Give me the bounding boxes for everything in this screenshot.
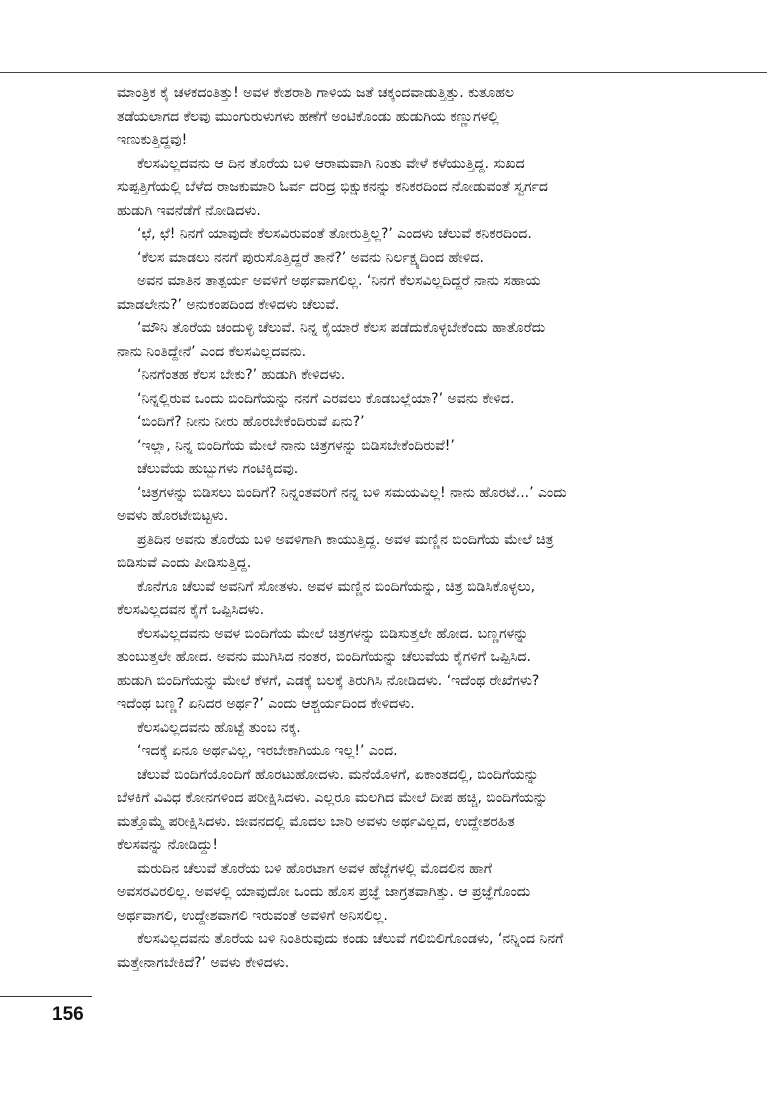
text-line: ಅವಸರವಿರಲಿಲ್ಲ. ಅವಳಲ್ಲಿ ಯಾವುದೋ ಒಂದು ಹೊಸ ಪ್ರಜ್ಞೆ ಜಾಗ್ರತವಾಗಿತ್ತು. ಆ ಪ್ರಜ್ಞೆಗೊಂದು xyxy=(117,884,531,900)
text-line: ಅವಳು ಹೊರಟೇಬಿಟ್ಟಳು. xyxy=(117,508,229,524)
text-line: ‘ಮೌನಿ ತೊರೆಯ ಚಂದುಳ್ಳಿ ಚೆಲುವೆ. ನಿನ್ನ ಕೈಯಾರೆ ಕೆಲಸ ಪಡೆದುಕೊಳ್ಳಬೇಕೆಂದು ಹಾತೊರೆದು xyxy=(137,320,546,336)
top-rule xyxy=(0,72,767,73)
text-line: ‘ಇದಕ್ಕೆ ಏನೂ ಅರ್ಥವಿಲ್ಲ, ಇರಬೇಕಾಗಿಯೂ ಇಲ್ಲ!’ ಎಂದ. xyxy=(137,743,398,759)
text-line: ಕೆಲಸವಿಲ್ಲದವನು ತೊರೆಯ ಬಳಿ ನಿಂತಿರುವುದು ಕಂಡು ಚೆಲುವೆ ಗಲಿಬಿಲಿಗೊಂಡಳು, ‘ನನ್ನಿಂದ ನಿನಗೆ xyxy=(137,931,564,947)
text-line: ಬಿಡಿಸುವೆ ಎಂದು ಪೀಡಿಸುತ್ತಿದ್ದ. xyxy=(117,555,252,571)
text-line: ಮತ್ತೊಮ್ಮೆ ಪರೀಕ್ಷಿಸಿದಳು. ಜೀವನದಲ್ಲಿ ಮೊದಲ ಬಾರಿ ಅವಳು ಅರ್ಥವಿಲ್ಲದ, ಉದ್ದೇಶರಹಿತ xyxy=(117,813,515,830)
text-line: ಕೊನೆಗೂ ಚೆಲುವೆ ಅವನಿಗೆ ಸೋತಳು. ಅವಳ ಮಣ್ಣಿನ ಬಿಂದಿಗೆಯನ್ನು, ಚಿತ್ರ ಬಿಡಿಸಿಕೊಳ್ಳಲು, xyxy=(137,578,536,595)
text-line: ‘ನಿನ್ನಲ್ಲಿರುವ ಒಂದು ಬಿಂದಿಗೆಯನ್ನು ನನಗೆ ಎರವಲು ಕೊಡಬಲ್ಲೆಯಾ?’ ಅವನು ಕೇಳಿದ. xyxy=(137,390,515,407)
text-line: ತಡೆಯಲಾಗದ ಕೆಲವು ಮುಂಗುರುಳುಗಳು ಹಣೆಗೆ ಅಂಟಿಕೊಂಡು ಹುಡುಗಿಯ ಕಣ್ಣುಗಳಲ್ಲಿ xyxy=(117,108,499,125)
text-line: ಚೆಲುವೆಯ ಹುಬ್ಬುಗಳು ಗಂಟಿಕ್ಕಿದವು. xyxy=(137,461,299,477)
text-line: ತುಂಬುತ್ತಲೇ ಹೋದ. ಅವನು ಮುಗಿಸಿದ ನಂತರ, ಬಿಂದಿಗೆಯನ್ನು ಚೆಲುವೆಯ ಕೈಗಳಿಗೆ ಒಪ್ಪಿಸಿದ. xyxy=(117,649,531,665)
text-line: ‘ಚಿತ್ರಗಳನ್ನು ಬಿಡಿಸಲು ಬಿಂದಿಗೆ? ನಿನ್ನಂತವರಿಗೆ ನನ್ನ ಬಳಿ ಸಮಯವಿಲ್ಲ! ನಾನು ಹೊರಟೆ...’ ಎಂದು xyxy=(137,484,567,501)
text-line: ಹುಡುಗಿ ಇವನೆಡೆಗೆ ನೋಡಿದಳು. xyxy=(117,202,261,219)
page-number-rule xyxy=(0,996,92,997)
text-line: ‘ಕೆಲಸ ಮಾಡಲು ನನಗೆ ಪುರುಸೊತ್ತಿದ್ದರೆ ತಾನೆ?’ ಅವನು ನಿರ್ಲಕ್ಷ್ಯದಿಂದ ಹೇಳಿದ. xyxy=(137,249,484,266)
text-line: ಕೆಲಸವಿಲ್ಲದವನ ಕೈಗೆ ಒಪ್ಪಿಸಿದಳು. xyxy=(117,602,265,618)
text-line: ಹುಡುಗಿ ಬಿಂದಿಗೆಯನ್ನು ಮೇಲೆ ಕೆಳಗೆ, ಎಡಕ್ಕೆ ಬಲಕ್ಕೆ ತಿರುಗಿಸಿ ನೋಡಿದಳು. ‘ಇದೆಂಥ ರೇಖೆಗಳು? xyxy=(117,672,540,689)
text-line: ಇದೆಂಥ ಬಣ್ಣ? ಏನಿದರ ಅರ್ಥ?’ ಎಂದು ಆಶ್ಚರ್ಯದಿಂದ ಕೇಳಿದಳು. xyxy=(117,696,415,712)
text-line: ಕೆಲಸವಿಲ್ಲದವನು ಅವಳ ಬಿಂದಿಗೆಯ ಮೇಲೆ ಚಿತ್ರಗಳನ್ನು ಬಿಡಿಸುತ್ತಲೇ ಹೋದ. ಬಣ್ಣಗಳನ್ನು xyxy=(137,625,529,642)
text-line: ಚೆಲುವೆ ಬಿಂದಿಗೆಯೊಂದಿಗೆ ಹೊರಟುಹೋದಳು. ಮನೆಯೊಳಗೆ, ಏಕಾಂತದಲ್ಲಿ, ಬಿಂದಿಗೆಯನ್ನು xyxy=(137,766,539,783)
page-number: 156 xyxy=(52,1004,84,1025)
text-line: ಮಾಂತ್ರಿಕ ಕೈ ಚಳಕದಂತಿತ್ತು! ಅವಳ ಕೇಶರಾಶಿ ಗಾಳಿಯ ಜತೆ ಚಕ್ಕಂದವಾಡುತ್ತಿತ್ತು. ಕುತೂಹಲ xyxy=(117,85,515,101)
text-line: ನಾನು ನಿಂತಿದ್ದೇನೆ’ ಎಂದ ಕೆಲಸವಿಲ್ಲದವನು. xyxy=(117,343,307,360)
text-line: ಸುಪ್ಪತ್ತಿಗೆಯಲ್ಲಿ ಬೆಳೆದ ರಾಜಕುಮಾರಿ ಓರ್ವ ದರಿದ್ರ ಭಿಕ್ಷುಕನನ್ನು ಕನಿಕರದಿಂದ ನೋಡುವಂತೆ ಸ್ವರ್ಗದ xyxy=(117,179,548,195)
text-line: ಕೆಲಸವಿಲ್ಲದವನು ಆ ದಿನ ತೊರೆಯ ಬಳಿ ಆರಾಮವಾಗಿ ನಿಂತು ವೇಳೆ ಕಳೆಯುತ್ತಿದ್ದ. ಸುಖದ xyxy=(137,155,525,172)
text-line: ಕೆಲಸವನ್ನು ನೋಡಿದ್ದು! xyxy=(117,837,218,853)
text-line: ‘ಬಿಂದಿಗೆ? ನೀನು ನೀರು ಹೊರಬೇಕೆಂದಿರುವೆ ಏನು?’ xyxy=(137,414,365,430)
page-body xyxy=(117,82,702,975)
text-line: ಮಾಡಲೇನು?’ ಅನುಕಂಪದಿಂದ ಕೇಳಿದಳು ಚೆಲುವೆ. xyxy=(117,296,340,313)
text-line: ಮರುದಿನ ಚೆಲುವೆ ತೊರೆಯ ಬಳಿ ಹೊರಟಾಗ ಅವಳ ಹೆಜ್ಜೆಗಳಲ್ಲಿ ಮೊದಲಿನ ಹಾಗೆ xyxy=(137,860,492,877)
text-line: ಪ್ರತಿದಿನ ಅವನು ತೊರೆಯ ಬಳಿ ಅವಳಿಗಾಗಿ ಕಾಯುತ್ತಿದ್ದ. ಅವಳ ಮಣ್ಣಿನ ಬಿಂದಿಗೆಯ ಮೇಲೆ ಚಿತ್ರ xyxy=(137,531,554,548)
text-line: ಅರ್ಥವಾಗಲಿ, ಉದ್ದೇಶವಾಗಲಿ ಇರುವಂತೆ ಅವಳಿಗೆ ಅನಿಸಲಿಲ್ಲ. xyxy=(117,907,388,924)
text-line: ‘ಛೆ, ಛೆ! ನಿನಗೆ ಯಾವುದೇ ಕೆಲಸವಿರುವಂತೆ ತೋರುತ್ತಿಲ್ಲ?’ ಎಂದಳು ಚೆಲುವೆ ಕನಿಕರದಿಂದ. xyxy=(137,226,532,242)
text-line: ಬೆಳಕಿಗೆ ವಿವಿಧ ಕೋನಗಳಿಂದ ಪರೀಕ್ಷಿಸಿದಳು. ಎಲ್ಲರೂ ಮಲಗಿದ ಮೇಲೆ ದೀಪ ಹಚ್ಚಿ, ಬಿಂದಿಗೆಯನ್ನು xyxy=(117,790,548,806)
text-line: ಅವನ ಮಾತಿನ ತಾತ್ಪರ್ಯ ಅವಳಿಗೆ ಅರ್ಥವಾಗಲಿಲ್ಲ. ‘ನಿನಗೆ ಕೆಲಸವಿಲ್ಲದಿದ್ದರೆ ನಾನು ಸಹಾಯ xyxy=(137,273,541,289)
text-line: ‘ಇಲ್ಲಾ, ನಿನ್ನ ಬಿಂದಿಗೆಯ ಮೇಲೆ ನಾನು ಚಿತ್ರಗಳನ್ನು ಬಿಡಿಸಬೇಕೆಂದಿರುವೆ!’ xyxy=(137,437,455,454)
text-line: ಮತ್ತೇನಾಗಬೇಕಿದೆ?’ ಅವಳು ಕೇಳಿದಳು. xyxy=(117,954,290,971)
text-line: ಕೆಲಸವಿಲ್ಲದವನು ಹೊಟ್ಟೆ ತುಂಬ ನಕ್ಕ. xyxy=(137,719,301,736)
text-line: ಇಣುಕುತ್ತಿದ್ದವು! xyxy=(117,132,188,148)
text-line: ‘ನಿನಗೆಂತಹ ಕೆಲಸ ಬೇಕು?’ ಹುಡುಗಿ ಕೇಳಿದಳು. xyxy=(137,367,346,383)
